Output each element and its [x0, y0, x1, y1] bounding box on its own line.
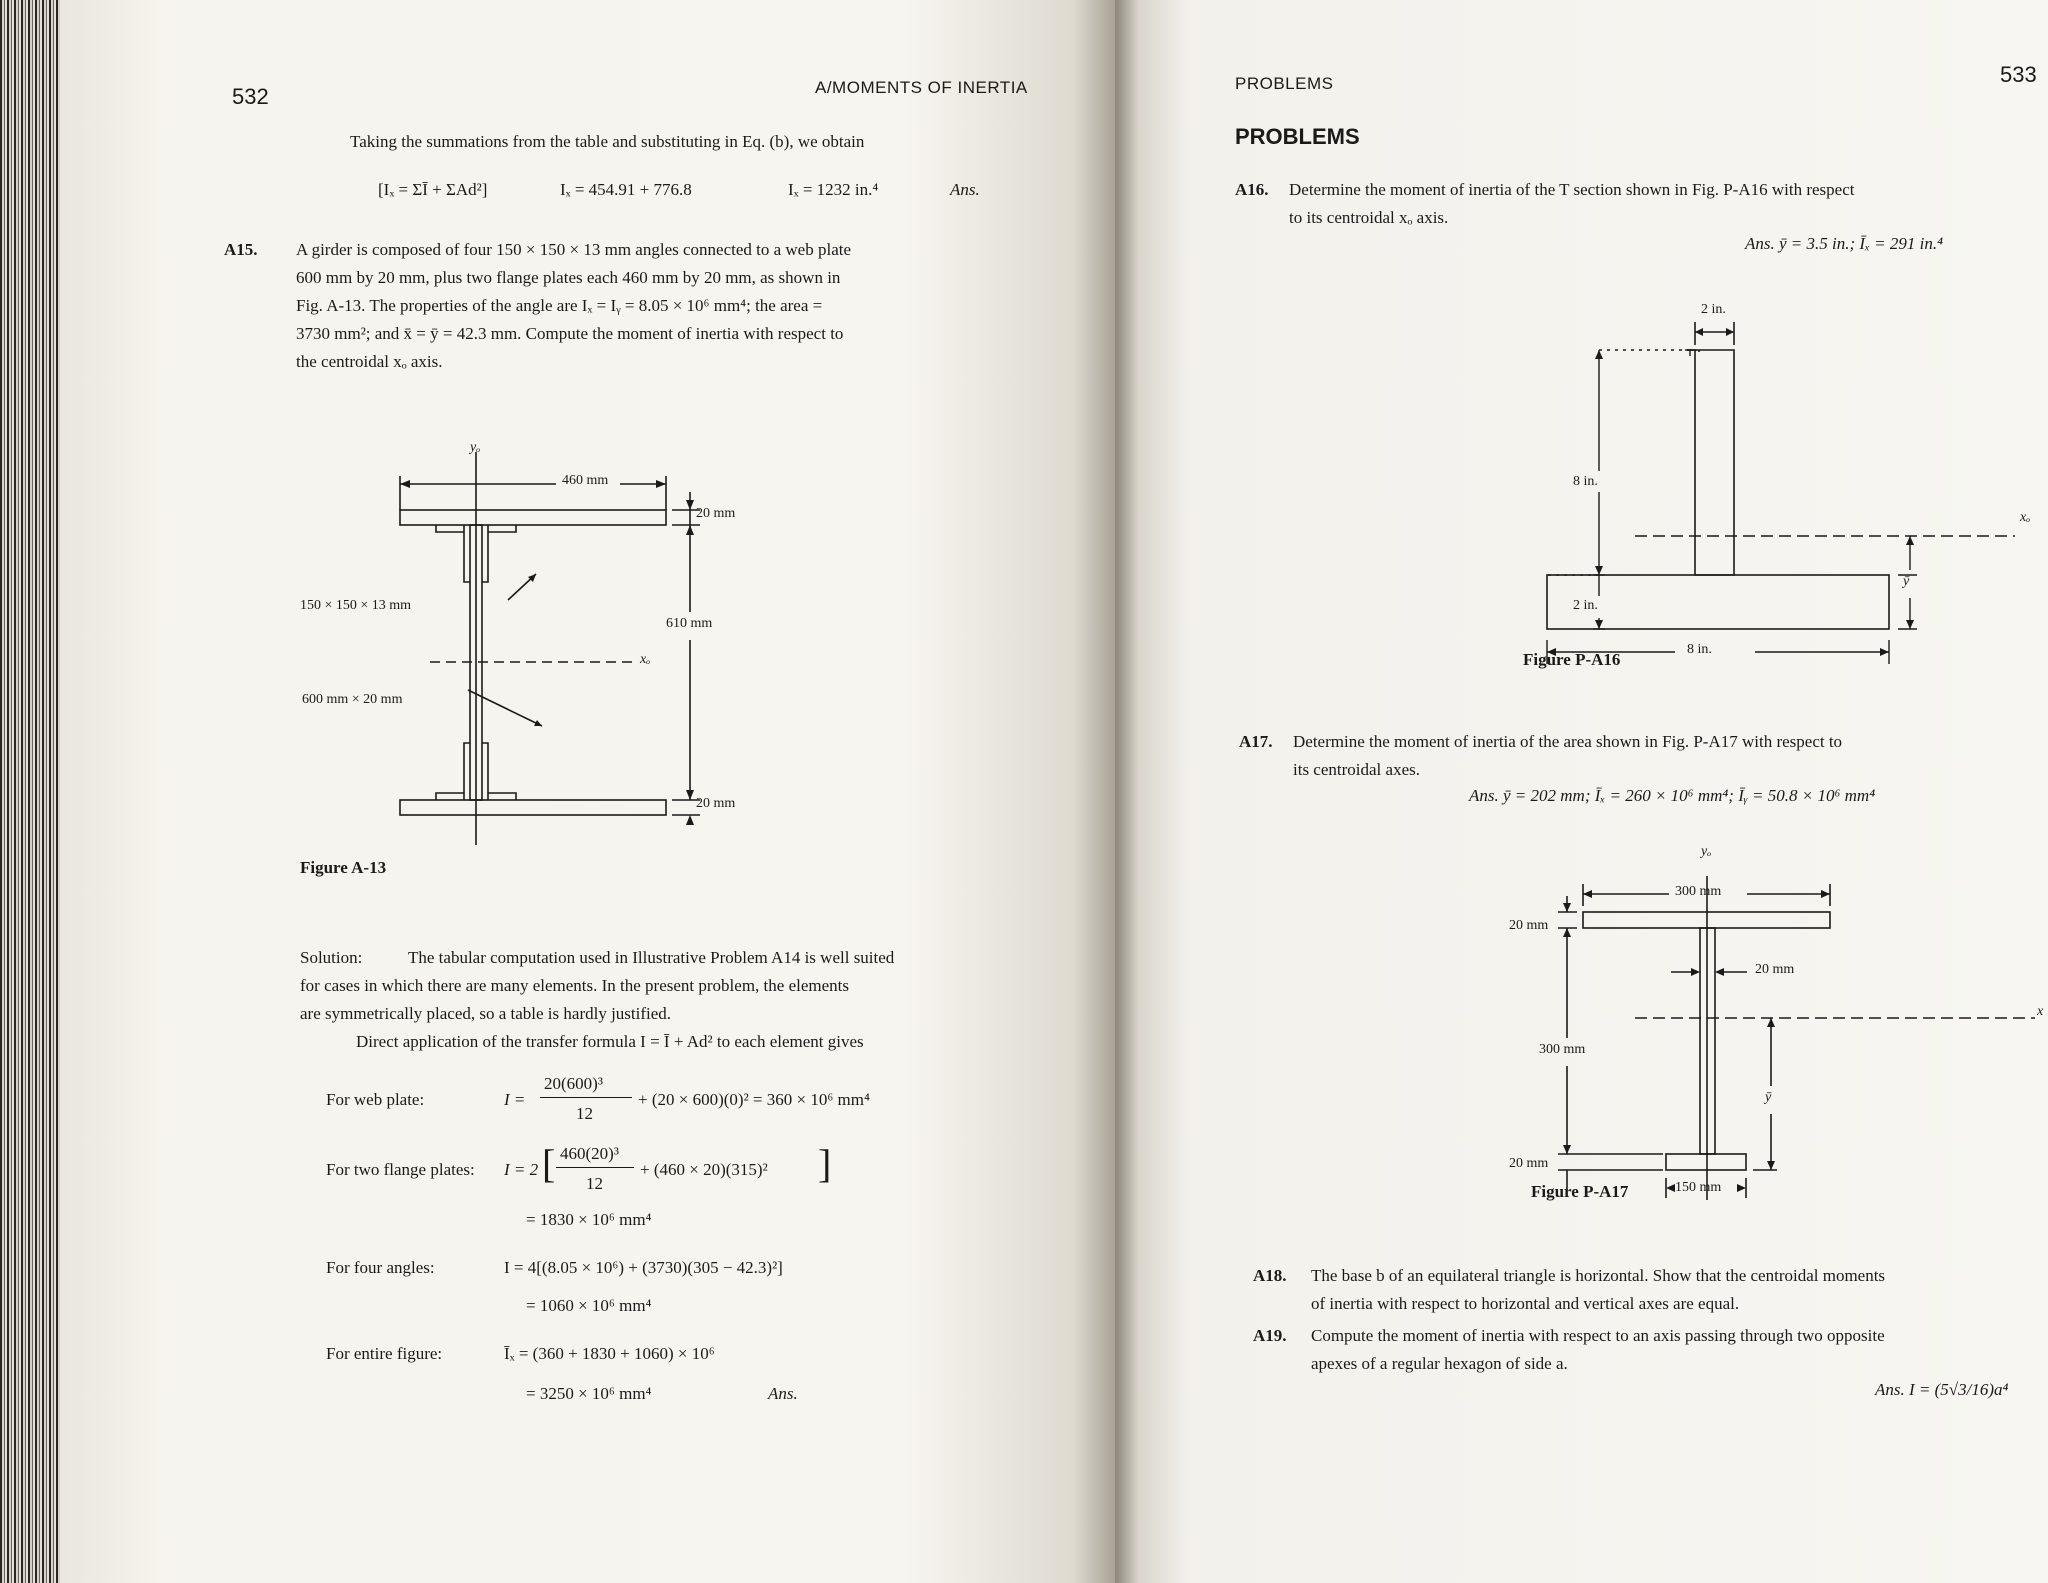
calc-entire-result: = 3250 × 10⁶ mm⁴ — [526, 1384, 652, 1403]
a16-line-1: Determine the moment of inertia of the T section shown in Fig. P-A16 with respect — [1289, 180, 1855, 199]
a17-line-2: its centroidal axes. — [1293, 760, 1420, 779]
fig13-overall-height: 610 mm — [666, 616, 713, 631]
calc-angles-result: = 1060 × 10⁶ mm⁴ — [526, 1296, 652, 1315]
a17-line-1: Determine the moment of inertia of the area shown in Fig. P-A17 with respect to — [1293, 732, 1843, 751]
intro-text: Taking the summations from the table and substituting in Eq. (b), we obtain — [350, 132, 865, 151]
fig17-web-height: 300 mm — [1539, 1042, 1586, 1057]
calc-angles-label: For four angles: — [326, 1258, 435, 1277]
calc-web-label: For web plate: — [326, 1090, 425, 1109]
summary-substitution: Iₓ = 454.91 + 776.8 — [560, 180, 692, 199]
summary-ans: Ans. — [950, 180, 980, 199]
fig16-base-height: 2 in. — [1573, 598, 1598, 613]
fig13-web-label: 600 mm × 20 mm — [302, 692, 403, 707]
problem-line-5: the centroidal xₒ axis. — [296, 352, 443, 371]
a17-answer: Ans. ȳ = 202 mm; Īₓ = 260 × 10⁶ mm⁴; Īᵧ = 50.8 × 10⁶ mm⁴ — [1469, 786, 1876, 805]
solution-line-4: Direct application of the transfer formula I = Ī + Ad² to each element gives — [356, 1032, 864, 1051]
solution-line-2: for cases in which there are many elements. In the present problem, the elements — [300, 976, 849, 995]
calc-web-i: I = — [504, 1090, 526, 1109]
fig13-flange-width: 460 mm — [562, 473, 609, 488]
fig13-angle-label: 150 × 150 × 13 mm — [300, 598, 412, 613]
calc-entire-expr: Īₓ = (360 + 1830 + 1060) × 10⁶ — [504, 1344, 715, 1363]
calc-flange-den: 12 — [586, 1174, 603, 1193]
a18-line-2: of inertia with respect to horizontal and vertical axes are equal. — [1311, 1294, 1740, 1313]
fig17-ybar: ȳ — [1765, 1090, 1772, 1105]
fig17-web-thickness: 20 mm — [1755, 962, 1795, 977]
summary-result: Iₓ = 1232 in.⁴ — [788, 180, 879, 199]
solution-label: Solution: — [300, 948, 363, 967]
section-heading: PROBLEMS — [1235, 124, 1360, 149]
fig17-bottom-width: 150 mm — [1675, 1180, 1722, 1195]
problem-line-4: 3730 mm²; and x̄ = ȳ = 42.3 mm. Compute the moment of inertia with respect to — [296, 324, 844, 343]
a17-number: A17. — [1239, 732, 1273, 751]
calc-web-bar — [540, 1097, 632, 1098]
a16-line-2: to its centroidal xₒ axis. — [1289, 208, 1449, 227]
right-page — [1115, 0, 2048, 1583]
running-head: PROBLEMS — [1235, 74, 1334, 93]
a19-number: A19. — [1253, 1326, 1287, 1345]
problem-line-3: Fig. A-13. The properties of the angle are Iₓ = Iᵧ = 8.05 × 10⁶ mm⁴; the area = — [296, 296, 823, 315]
fig16-ybar: ȳ — [1903, 574, 1910, 589]
fig16-top-width: 2 in. — [1701, 302, 1726, 317]
a18-number: A18. — [1253, 1266, 1287, 1285]
calc-ans: Ans. — [768, 1384, 798, 1403]
fig17-top-thickness: 20 mm — [1509, 918, 1549, 933]
a19-line-1: Compute the moment of inertia with respect to an axis passing through two opposite — [1311, 1326, 1885, 1345]
summary-formula: [Iₓ = ΣĪ + ΣAd²] — [378, 180, 488, 199]
fig17-y-axis: yₒ — [1701, 844, 1712, 859]
fig13-y-axis: yₒ — [470, 440, 481, 455]
fig13-top-thickness: 20 mm — [696, 506, 736, 521]
fig16-x-axis: xₒ — [2020, 510, 2031, 525]
calc-flange-result: = 1830 × 10⁶ mm⁴ — [526, 1210, 652, 1229]
a16-answer: Ans. ȳ = 3.5 in.; Īₓ = 291 in.⁴ — [1745, 234, 1943, 253]
running-head: A/MOMENTS OF INERTIA — [815, 78, 1028, 97]
calc-flange-bar — [556, 1167, 634, 1168]
calc-flange-i: I = 2 — [504, 1160, 539, 1179]
problem-line-1: A girder is composed of four 150 × 150 × 13 mm angles connected to a web plate — [296, 240, 852, 259]
calc-flange-num: 460(20)³ — [560, 1144, 619, 1163]
fig16-stem-height: 8 in. — [1573, 474, 1598, 489]
fig17-x-axis: x — [2037, 1004, 2044, 1019]
a19-line-2: apexes of a regular hexagon of side a. — [1311, 1354, 1568, 1373]
calc-angles-expr: I = 4[(8.05 × 10⁶) + (3730)(305 − 42.3)²] — [504, 1258, 783, 1277]
calc-web-den: 12 — [576, 1104, 593, 1123]
fig16-caption: Figure P-A16 — [1523, 650, 1621, 669]
solution-line-3: are symmetrically placed, so a table is hardly justified. — [300, 1004, 672, 1023]
a19-answer: Ans. I = (5√3/16)a⁴ — [1875, 1380, 2009, 1399]
page-number: 532 — [232, 84, 269, 109]
fig13-caption: Figure A-13 — [300, 858, 387, 877]
page-number: 533 — [2000, 62, 2037, 87]
fig13-bottom-thickness: 20 mm — [696, 796, 736, 811]
problem-number: A15. — [224, 240, 258, 259]
fig17-caption: Figure P-A17 — [1531, 1182, 1629, 1201]
left-page — [60, 0, 1115, 1583]
fig16-base-width: 8 in. — [1687, 642, 1712, 657]
calc-flange-bracket-open: [ — [542, 1141, 556, 1186]
calc-flange-label: For two flange plates: — [326, 1160, 475, 1179]
solution-line-1: The tabular computation used in Illustrative Problem A14 is well suited — [408, 948, 895, 967]
calc-flange-bracket-close: ] — [818, 1141, 832, 1186]
calc-web-num: 20(600)³ — [544, 1074, 603, 1093]
problem-line-2: 600 mm by 20 mm, plus two flange plates each 460 mm by 20 mm, as shown in — [296, 268, 841, 287]
calc-web-rest: + (20 × 600)(0)² = 360 × 10⁶ mm⁴ — [638, 1090, 870, 1109]
calc-entire-label: For entire figure: — [326, 1344, 443, 1363]
page-stack-edge — [0, 0, 60, 1583]
fig17-top-width: 300 mm — [1675, 884, 1722, 899]
calc-flange-rest: + (460 × 20)(315)² — [640, 1160, 768, 1179]
a18-line-1: The base b of an equilateral triangle is horizontal. Show that the centroidal moments — [1311, 1266, 1886, 1285]
a16-number: A16. — [1235, 180, 1269, 199]
fig13-x-axis: xₒ — [640, 652, 651, 667]
fig17-bottom-thickness: 20 mm — [1509, 1156, 1549, 1171]
